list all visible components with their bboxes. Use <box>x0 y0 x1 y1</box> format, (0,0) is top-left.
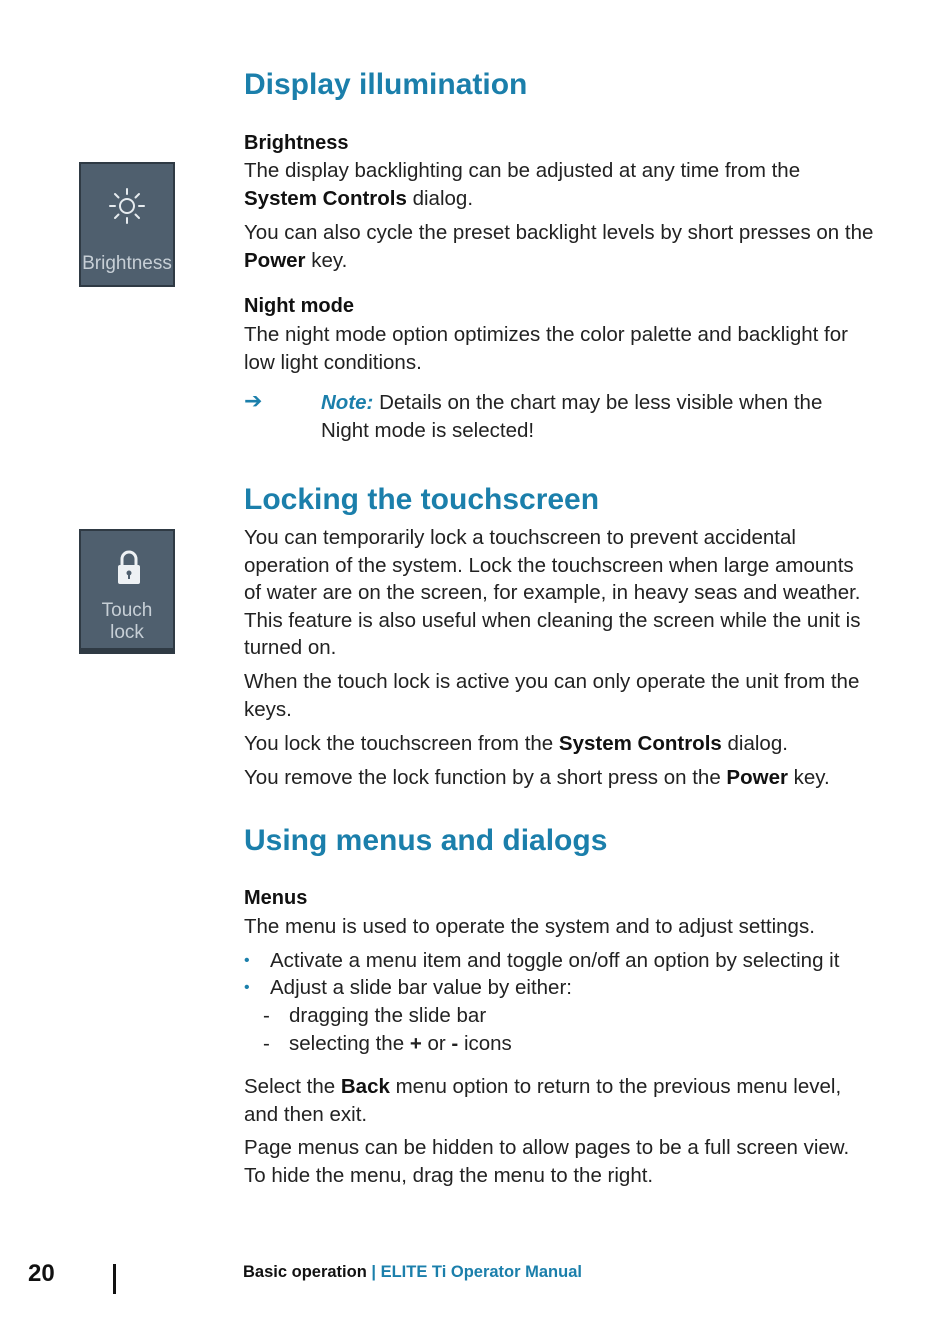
paragraph-menus-1: The menu is used to operate the system and to adjust settings. <box>244 915 815 938</box>
section-title-menus-dialogs: Using menus and dialogs <box>244 824 608 857</box>
paragraph-lock-2: When the touch lock is active you can only operate the unit from the keys. <box>244 670 860 721</box>
paragraph-lock-1: You can temporarily lock a touchscreen to prevent accidental operation of the system. Lock the touchscreen when large amounts of water are on the screen, for example, in heavy seas and weather. This feature is also useful when cleaning the screen while the unit is turned on. <box>244 526 861 659</box>
paragraph-lock-4: You remove the lock function by a short press on the Power key. <box>244 766 830 789</box>
section-title-display-illumination: Display illumination <box>244 68 528 101</box>
subheading-brightness: Brightness <box>244 132 349 154</box>
paragraph-menus-back: Select the Back menu option to return to the previous menu level, and then exit. <box>244 1075 842 1126</box>
sub-item-2: - selecting the + or - icons <box>289 1030 879 1058</box>
note-night-mode: Note: Details on the chart may be less visible when the Night mode is selected! <box>321 391 823 442</box>
sub-dash: - <box>263 1032 270 1055</box>
touch-lock-label-line1: Touch <box>101 600 153 621</box>
paragraph-brightness-1: The display backlighting can be adjusted at any time from the System Controls dialog. <box>244 159 801 210</box>
paragraph-menus-hide: Page menus can be hidden to allow pages to be a full screen view. To hide the menu, drag the menu to the right. <box>244 1136 850 1187</box>
touch-lock-tile <box>79 529 175 654</box>
touch-lock-label-line2: lock <box>110 622 144 643</box>
page-number: 20 <box>28 1260 55 1287</box>
sub-item-1: - dragging the slide bar <box>289 1002 879 1030</box>
bullet-dot: • <box>244 952 250 969</box>
footer-divider <box>113 1264 116 1294</box>
footer-running-title: Basic operation | ELITE Ti Operator Manual <box>243 1263 582 1281</box>
paragraph-brightness-2: You can also cycle the preset backlight levels by short presses on the Power key. <box>244 221 874 272</box>
sun-icon <box>107 186 147 226</box>
bullet-item-1: • Activate a menu item and toggle on/off an option by selecting it <box>270 947 880 975</box>
padlock-icon <box>115 549 143 587</box>
bullet-dot: • <box>244 979 250 996</box>
brightness-tile-label: Brightness <box>82 253 172 274</box>
brightness-tile <box>79 162 175 287</box>
sub-dash: - <box>263 1004 270 1027</box>
paragraph-night-mode: The night mode option optimizes the color palette and backlight for low light conditions. <box>244 323 848 374</box>
note-arrow-icon: ➔ <box>244 389 263 414</box>
paragraph-lock-3: You lock the touchscreen from the System Controls dialog. <box>244 732 788 755</box>
subheading-night-mode: Night mode <box>244 295 354 317</box>
bullet-item-2: • Adjust a slide bar value by either: <box>270 974 880 1002</box>
subheading-menus: Menus <box>244 887 308 909</box>
section-title-locking-touchscreen: Locking the touchscreen <box>244 483 600 516</box>
